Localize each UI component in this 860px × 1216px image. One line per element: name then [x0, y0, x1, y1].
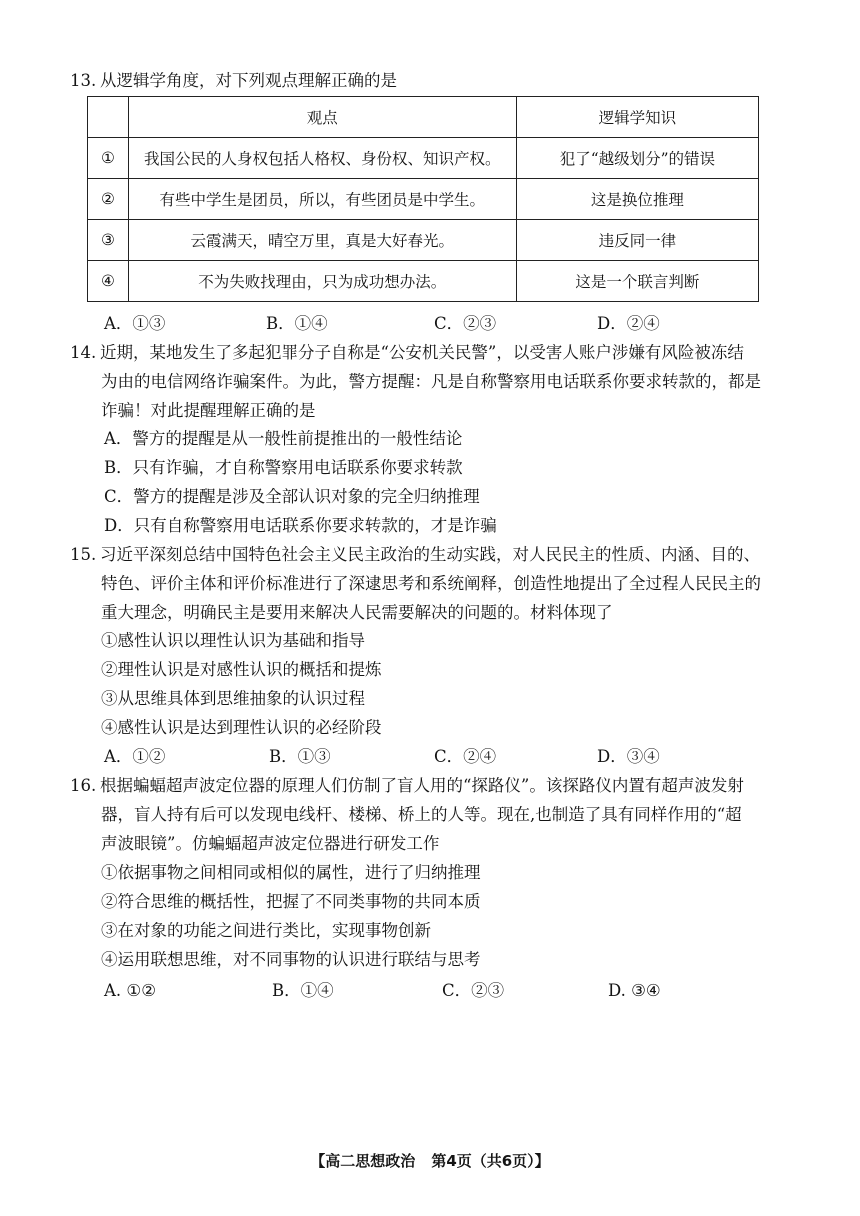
footer-subject: 【高二思想政治 [310, 1152, 416, 1170]
q15-stem-line-3: 重大理念，明确民主是要用来解决人民需要解决的问题的。材料体现了 [101, 603, 613, 622]
q15-stem-text: 习近平深刻总结中国特色社会主义民主政治的生动实践，对人民民主的性质、内涵、目的、 [100, 545, 760, 564]
table-cell-viewpoint: 云霞满天，晴空万里，真是大好春光。 [128, 220, 516, 261]
q13-option-c[interactable]: C．②③ [434, 314, 497, 333]
table-header-row [88, 97, 759, 138]
q16-stem-text: 根据蝙蝠超声波定位器的原理人们仿制了盲人用的“探路仪”。该探路仪内置有超声波发射 [100, 776, 744, 795]
table-row [88, 179, 759, 220]
table-cell-logic: 这是一个联言判断 [516, 261, 758, 302]
q13-table [87, 96, 759, 302]
page-footer [0, 1150, 860, 1171]
q14-stem-line-3: 诈骗！对此提醒理解正确的是 [101, 401, 316, 420]
table-row [88, 220, 759, 261]
q15-option-b[interactable]: B．①③ [269, 747, 331, 766]
q16-stem-line-2: 器，盲人持有后可以发现电线杆、楼梯、桥上的人等。现在,也制造了具有同样作用的“超 [101, 805, 742, 824]
q15-option-d[interactable]: D．③④ [597, 747, 660, 766]
q14-option-d[interactable]: D．只有自称警察用电话联系你要求转款的，才是诈骗 [104, 516, 497, 535]
q14-option-c[interactable]: C．警方的提醒是涉及全部认识对象的完全归纳推理 [104, 487, 480, 506]
q15-statement-1: ①感性认识以理性认识为基础和指导 [101, 631, 365, 650]
q15-statement-3: ③从思维具体到思维抽象的认识过程 [101, 689, 365, 708]
q15-number: 15. [70, 545, 97, 564]
q15-stem-line-1 [70, 544, 760, 566]
q13-option-b[interactable]: B．①④ [266, 314, 328, 333]
table-cell-viewpoint: 我国公民的人身权包括人格权、身份权、知识产权。 [128, 138, 516, 179]
table-cell-logic: 违反同一律 [516, 220, 758, 261]
table-header-logic: 逻辑学知识 [516, 97, 758, 138]
q16-option-a[interactable]: A. ①② [104, 981, 156, 1000]
q13-stem-text: 从逻辑学角度，对下列观点理解正确的是 [100, 71, 397, 90]
table-header-index [88, 97, 129, 138]
q16-number: 16. [70, 776, 97, 795]
q15-stem-line-2: 特色、评价主体和评价标准进行了深逮思考和系统阐释，创造性地提出了全过程人民民主的 [101, 574, 761, 593]
q14-stem-text: 近期，某地发生了多起犯罪分子自称是“公安机关民警”，以受害人账户涉嫌有风险被冻结 [100, 343, 744, 362]
table-row [88, 261, 759, 302]
q13-option-a[interactable]: A．①③ [104, 314, 166, 333]
q13-stem [70, 70, 397, 92]
q16-option-b[interactable]: B．①④ [272, 981, 334, 1000]
table-cell-logic: 这是换位推理 [516, 179, 758, 220]
q16-stem-line-1 [70, 775, 744, 797]
q14-stem-line-1 [70, 342, 744, 364]
q16-statement-2: ②符合思维的概括性，把握了不同类事物的共同本质 [101, 892, 481, 911]
table-cell-logic: 犯了“越级划分”的错误 [516, 138, 758, 179]
q16-statement-1: ①依据事物之间相同或相似的属性，进行了归纳推理 [101, 863, 481, 882]
q14-stem-line-2: 为由的电信网络诈骗案件。为此，警方提醒：凡是自称警察用电话联系你要求转款的，都是 [101, 372, 761, 391]
q16-option-c[interactable]: C．②③ [442, 981, 505, 1000]
q13-number: 13. [70, 71, 97, 90]
table-cell-index: ② [88, 179, 129, 220]
table-row [88, 138, 759, 179]
footer-page-number: 第4页（共6页）】 [431, 1152, 550, 1170]
q14-option-b[interactable]: B．只有诈骗，才自称警察用电话联系你要求转款 [104, 458, 463, 477]
table-header-viewpoint: 观点 [128, 97, 516, 138]
q15-option-c[interactable]: C．②④ [434, 747, 497, 766]
q16-statement-3: ③在对象的功能之间进行类比，实现事物创新 [101, 921, 431, 940]
table-cell-viewpoint: 有些中学生是团员，所以，有些团员是中学生。 [128, 179, 516, 220]
q15-statement-4: ④感性认识是达到理性认识的必经阶段 [101, 718, 382, 737]
table-cell-index: ① [88, 138, 129, 179]
table-cell-index: ③ [88, 220, 129, 261]
q15-option-a[interactable]: A．①② [104, 747, 166, 766]
table-cell-index: ④ [88, 261, 129, 302]
q15-statement-2: ②理性认识是对感性认识的概括和提炼 [101, 660, 382, 679]
q16-option-d[interactable]: D. ③④ [608, 981, 661, 1000]
table-cell-viewpoint: 不为失败找理由，只为成功想办法。 [128, 261, 516, 302]
q14-number: 14. [70, 343, 97, 362]
q14-option-a[interactable]: A．警方的提醒是从一般性前提推出的一般性结论 [104, 429, 463, 448]
q16-statement-4: ④运用联想思维，对不同事物的认识进行联结与思考 [101, 950, 481, 969]
q13-option-d[interactable]: D．②④ [597, 314, 660, 333]
q16-stem-line-3: 声波眼镜”。仿蝙蝠超声波定位器进行研发工作 [101, 834, 440, 853]
